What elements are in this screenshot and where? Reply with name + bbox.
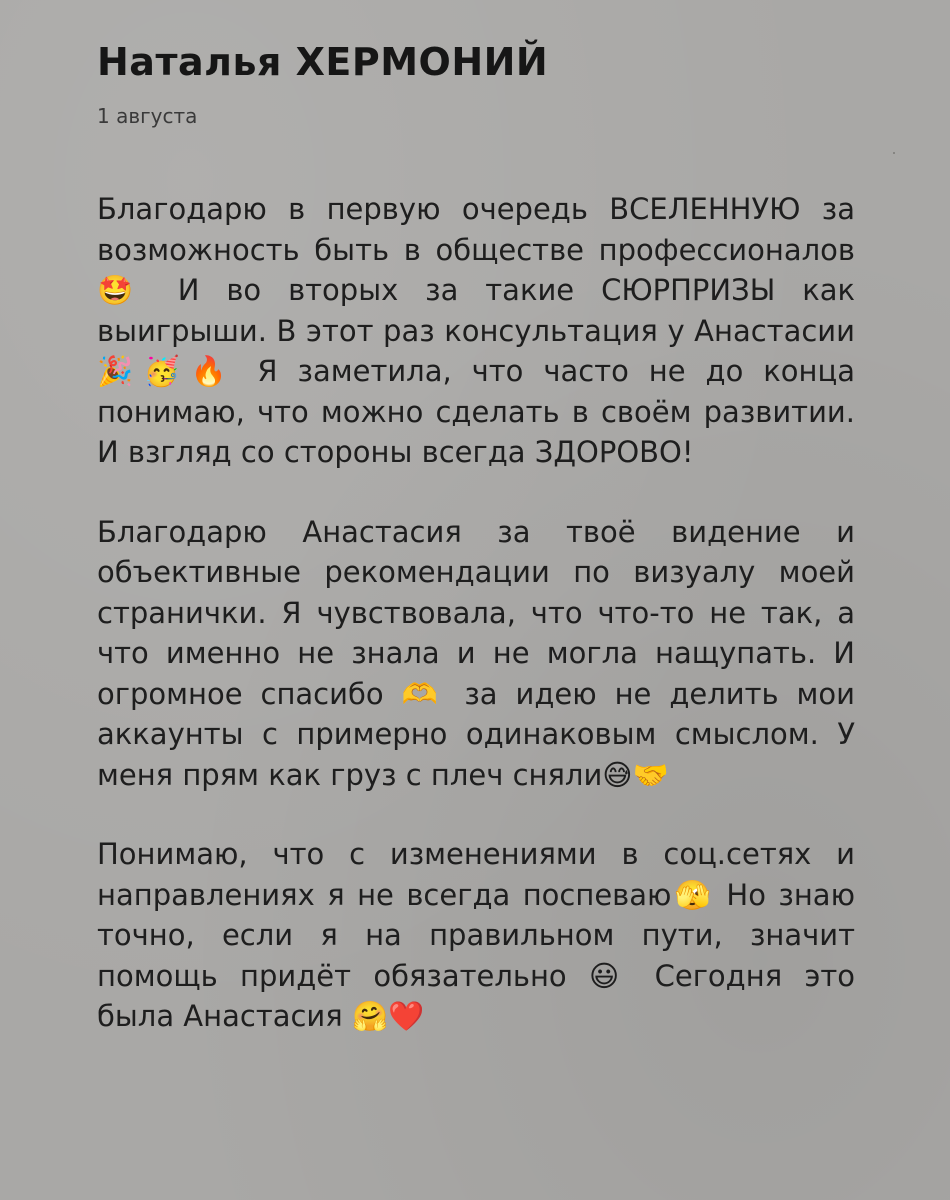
review-paragraph-2: Благодарю Анастасия за твоё видение и объективные рекомендации по визуалу моей странички. Я чувствовала, что что-то не так, а что именно не знала и не могла нащупать. И огромное спасибо 🫶 за идею не делить мои аккаунты с примерно одинаковым смыслом. У меня прям как груз с плеч сняли😅🤝 xyxy=(97,514,855,792)
paper-speck xyxy=(893,152,895,154)
review-paragraph-1: Благодарю в первую очередь ВСЕЛЕННУЮ за возможность быть в обществе профессионалов🤩 И во вторых за такие СЮРПРИЗЫ как выигрыши. В этот раз консультация у Анастасии 🎉🥳🔥 Я заметила, что часто не до конца понимаю, что можно сделать в своём развитии. И взгляд со стороны всегда ЗДОРОВО! xyxy=(97,192,855,469)
review-paragraph-3: Понимаю, что с изменениями в соц.сетях и направлениях я не всегда поспеваю🫣 Но знаю точно, если я на правильном пути, значит помощь придёт обязательно 😃 Сегодня это была Анастасия 🤗❤️ xyxy=(97,837,855,1033)
author-name: Наталья ХЕРМОНИЙ xyxy=(97,40,549,84)
post-date: 1 августа xyxy=(97,104,198,128)
review-card xyxy=(97,33,855,1037)
review-body xyxy=(97,189,855,1037)
